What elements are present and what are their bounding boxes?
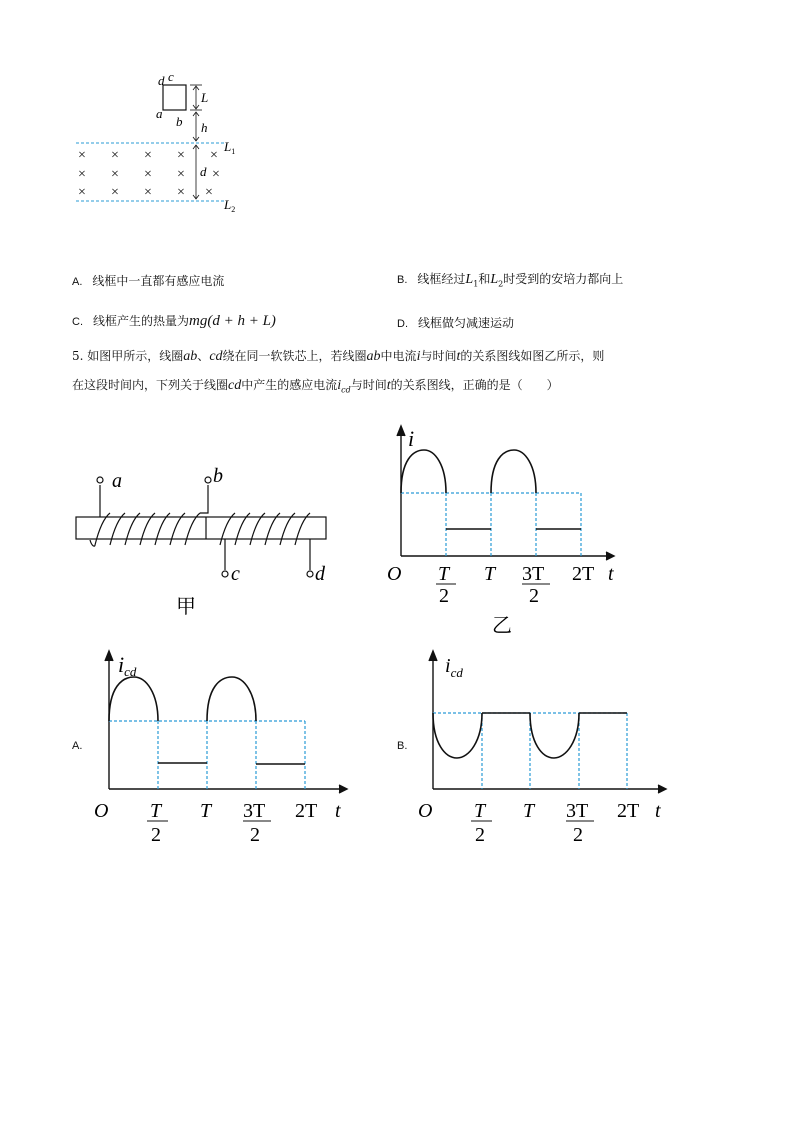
option-4A[interactable] <box>72 272 224 289</box>
ylabel-icd: icd <box>118 652 137 679</box>
label-L1: $L_1$ <box>224 139 236 156</box>
svg-text:O: O <box>387 563 402 585</box>
terminal-b: b <box>213 465 223 487</box>
field-cross: × <box>144 167 152 182</box>
field-cross: × <box>78 148 86 163</box>
ylabel-i: i <box>408 426 415 451</box>
field-cross: × <box>144 185 152 200</box>
field-cross: × <box>144 148 152 163</box>
terminal-c: c <box>231 563 240 585</box>
svg-text:T: T <box>474 800 486 822</box>
field-cross: × <box>210 148 218 163</box>
svg-text:2: 2 <box>573 824 583 846</box>
svg-text:3T: 3T <box>522 563 545 585</box>
field-cross: × <box>177 185 185 200</box>
figure-yi-graph <box>380 420 640 640</box>
svg-text:T: T <box>150 800 162 822</box>
svg-text:t: t <box>335 800 341 822</box>
option-5A-label[interactable]: A. <box>72 740 83 752</box>
svg-text:T: T <box>523 800 535 822</box>
option-5A-graph[interactable] <box>88 645 358 850</box>
option-4C-formula: mg(d + h + L) <box>189 313 276 329</box>
dim-d: d <box>200 164 207 179</box>
label-a: a <box>156 106 163 121</box>
option-4D[interactable] <box>397 314 514 331</box>
option-4C-text: 线框产生的热量为 <box>93 314 190 328</box>
field-cross: × <box>111 185 119 200</box>
field-cross: × <box>78 167 86 182</box>
svg-text:T: T <box>484 563 496 585</box>
wire-frame <box>163 85 186 110</box>
option-4B[interactable]: B. 线框经过$L_1$和$L_2$时受到的安培力都向上 <box>397 272 624 289</box>
label-c: c <box>168 69 174 84</box>
label-b: b <box>176 114 183 129</box>
option-4B-label: B. <box>397 274 408 286</box>
dim-h: h <box>201 120 208 135</box>
option-4B-text2: 时受到的安培力都向上 <box>503 272 624 286</box>
svg-text:O: O <box>418 800 433 822</box>
tick-labels <box>387 563 614 607</box>
option-4B-text1: 线框经过 <box>417 272 466 286</box>
magnetic-field-crosses <box>78 148 220 200</box>
option-5B-graph[interactable] <box>412 645 682 850</box>
svg-text:2T: 2T <box>295 800 318 822</box>
svg-text:2: 2 <box>250 824 260 846</box>
svg-text:2T: 2T <box>572 563 595 585</box>
reference-dashes <box>401 493 581 556</box>
caption-jia: 甲 <box>176 596 196 618</box>
svg-text:O: O <box>94 800 109 822</box>
terminal-a: a <box>112 470 122 492</box>
field-cross: × <box>177 148 185 163</box>
field-cross: × <box>111 148 119 163</box>
label-d: d <box>158 73 165 88</box>
svg-text:T: T <box>200 800 212 822</box>
field-cross: × <box>205 185 213 200</box>
svg-text:icd: $i_{cd}$ <box>445 655 463 680</box>
question-5-stem: 5. 如图甲所示，线圈ab、cd绕在同一软铁芯上，若线圈ab中电流i与时间t的关系图线如图乙所示，则 在这段时间内，下列关于线圈cd中产生的感应电流$i_{cd}$与时间t的关系图线，正确的是（ ） <box>72 349 605 395</box>
svg-text:2: 2 <box>529 585 539 607</box>
svg-text:3T: 3T <box>243 800 266 822</box>
field-cross: × <box>212 167 220 182</box>
option-4A-label: A. <box>72 276 83 288</box>
field-cross: × <box>78 185 86 200</box>
svg-text:3T: 3T <box>566 800 589 822</box>
current-curve <box>401 450 581 529</box>
terminal-d: d <box>315 563 325 585</box>
svg-text:2: 2 <box>475 824 485 846</box>
dim-L: L <box>201 90 209 105</box>
svg-text:t: t <box>655 800 661 822</box>
svg-text:2: 2 <box>151 824 161 846</box>
svg-text:T: T <box>438 563 450 585</box>
field-cross: × <box>177 167 185 182</box>
figure-jia-coils <box>70 455 335 620</box>
svg-text:2T: 2T <box>617 800 640 822</box>
option-4D-text: 线框做匀减速运动 <box>418 316 515 330</box>
option-5B-label[interactable]: B. <box>397 740 408 752</box>
option-4D-label: D. <box>397 318 408 330</box>
caption-yi: 乙 <box>492 615 512 637</box>
label-L2: $L_2$ <box>224 197 236 214</box>
option-4A-text: 线框中一直都有感应电流 <box>92 274 225 288</box>
svg-text:2: 2 <box>439 585 449 607</box>
frame-magnetic-field-figure <box>60 65 260 215</box>
option-4C-label: C. <box>72 316 83 328</box>
field-cross: × <box>111 167 119 182</box>
svg-text:t: t <box>608 563 614 585</box>
option-4C[interactable] <box>72 312 276 330</box>
